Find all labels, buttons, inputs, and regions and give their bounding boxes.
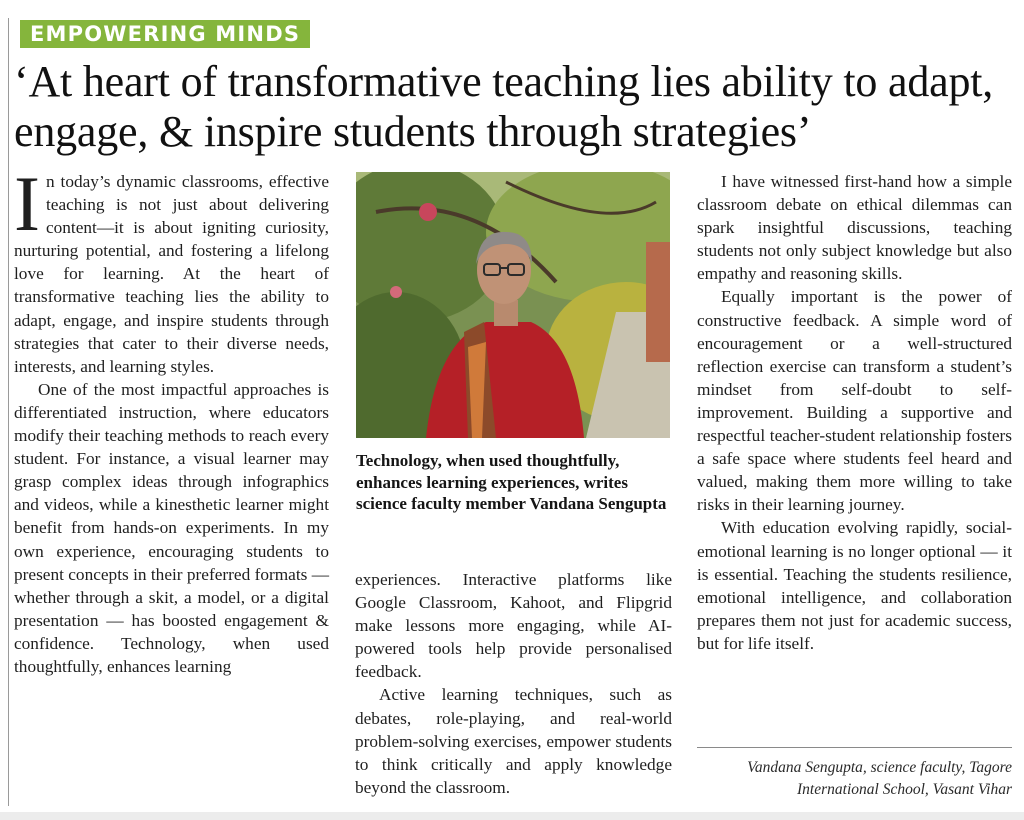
paragraph-text: n today’s dynamic classrooms, effective teaching is not just about delivering content—it is about igniting curiosity, nurturing potential, and fostering a lifelong love for learning. At the heart of transformative teaching lies the ability to adapt, engage, and inspire students through strategies that cater to their diverse needs, interests, and learning styles. [14,172,329,376]
photo-caption: Technology, when used thoughtfully, enhances learning experiences, writes science faculty member Vandana Sengupta [356,451,667,513]
author-byline: Vandana Sengupta, science faculty, Tagore International School, Vasant Vihar [747,759,1012,798]
article-column-1 [14,160,329,678]
drop-cap: I [14,160,40,247]
headline: ‘At heart of transformative teaching lies ability to adapt, engage, & inspire students through strategies’ [14,57,994,156]
bottom-edge [0,812,1024,820]
paragraph: Equally important is the power of constructive feedback. A simple word of encouragement or a well-structured reflection exercise can transform a student’s mindset from self-doubt to self-improvement. Building a supportive and respectful teacher-student relationship fosters a safe space where students feel heard and valued, making them more willing to take risks in their learning journey. [697,287,1012,515]
article-column-3 [697,170,1012,655]
section-kicker: EMPOWERING MINDS [20,20,310,48]
paragraph: experiences. Interactive platforms like Google Classroom, Kahoot, and Flipgrid make lessons more engaging, while AI-powered tools help provide personalised feedback. [355,570,672,682]
left-column-rule [8,18,9,806]
paragraph: One of the most impactful approaches is differentiated instruction, where educators modify their teaching methods to reach every student. For instance, a visual learner may grasp complex ideas through infographics and videos, while a kinesthetic learner might benefit from hands-on experiments. In my own experience, encouraging students to present concepts in their preferred formats — whether through a skit, a model, or a digital presentation — has boosted engagement & confidence. Technology, when used thoughtfully, enhances learning [14,379,329,676]
article-column-2 [355,568,672,799]
paragraph: With education evolving rapidly, social-emotional learning is no longer optional — it is essential. Teaching the students resilience, emotional intelligence, and collaboration prepares them not just for academic success, but for life itself. [697,518,1012,653]
paragraph: Active learning techniques, such as debates, role-playing, and real-world problem-solving exercises, empower students to think critically and apply knowledge beyond the classroom. [355,685,672,797]
byline-divider [697,747,1012,748]
paragraph [14,160,329,378]
author-photo [356,172,670,438]
paragraph: I have witnessed first-hand how a simple classroom debate on ethical dilemmas can spark insightful discussions, teaching students not only subject knowledge but also empathy and reasoning skills. [697,172,1012,284]
